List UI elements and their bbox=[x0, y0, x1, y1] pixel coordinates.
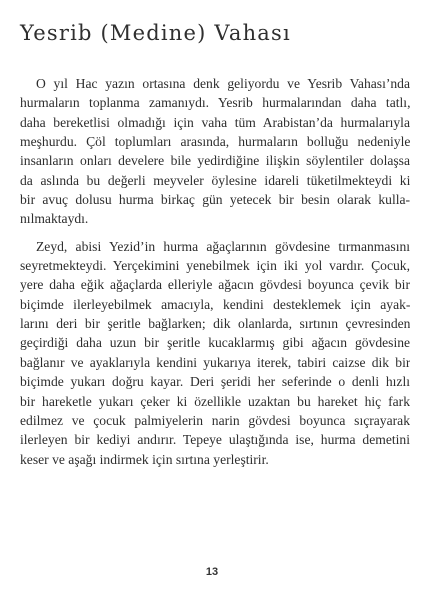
text-line: meşhurdu. Çöl toplumları arasında, hurmaların bolluğu nedeniyle bbox=[20, 134, 410, 150]
text-line: bağlanır ve ayaklarıyla kendini yukarıya iterek, tabiri caizse dik bir bbox=[20, 354, 410, 370]
text-line: ilerleyen bir kediyi andırır. Tepeye ulaştığında ise, hurma demetini bbox=[20, 432, 410, 448]
body-text bbox=[20, 74, 410, 469]
text-line: keser ve aşağı indirmek için sırtına yerleştirir. bbox=[20, 451, 269, 467]
text-line: daha bereketlisi olmadığı için vaha tüm Arabistan’da hurmalarıyla bbox=[20, 114, 410, 130]
text-line: O yıl Hac yazın ortasına denk geliyordu ve Yesrib Vahası’nda bbox=[36, 76, 410, 91]
text-line: bir hareketle yukarı çeker ki özellikle uzaktan bu hareket hiç fark bbox=[20, 393, 410, 409]
text-line: da aslında bu değerli meyveler öylesine idareli tüketilmekteydi ki bbox=[20, 172, 410, 188]
text-line: biçimde ilerleyebilmek amacıyla, kendini desteklemek için ayak- bbox=[20, 296, 410, 312]
text-line: larını deri bir şeritle bağlarken; dik olanlarda, sırtının çevresinden bbox=[20, 316, 410, 332]
text-line: nılmaktaydı. bbox=[20, 211, 89, 227]
text-line: geçirdiği daha uzun bir şeritle kucaklarmış gibi ağacın gövdesine bbox=[20, 335, 410, 351]
text-line: yere daha eğik ağaçlarda elleriyle ağacın gövdesi boyunca çevik bir bbox=[20, 277, 410, 293]
text-line: seyretmekteydi. Yerçekimini yenebilmek için iki yol vardır. Çocuk, bbox=[20, 258, 410, 274]
text-line: bir avuç dolusu hurma birkaç gün yetecek bir besin olarak kulla- bbox=[20, 192, 410, 208]
paragraph-2 bbox=[20, 237, 410, 469]
paragraph-1 bbox=[20, 74, 410, 229]
text-line: insanların onları develere bile yedirdiğine ilişkin söylentiler dolaşsa bbox=[20, 153, 410, 169]
text-line: edilmez ve çocuk palmiyelerin narin gövdesi boyunca sıçrayarak bbox=[20, 412, 410, 428]
text-line: hurmaların toplanma zamanıydı. Yesrib hurmalarından daha tatlı, bbox=[20, 95, 410, 111]
page-number: 13 bbox=[205, 566, 219, 578]
text-line: biçimde yukarı doğru kayar. Deri şeridi her seferinde o denli hızlı bbox=[20, 374, 410, 390]
text-line: Zeyd, abisi Yezid’in hurma ağaçlarının gövdesine tırmanmasını bbox=[36, 238, 410, 254]
chapter-title: Yesrib (Medine) Vahası bbox=[20, 21, 291, 45]
